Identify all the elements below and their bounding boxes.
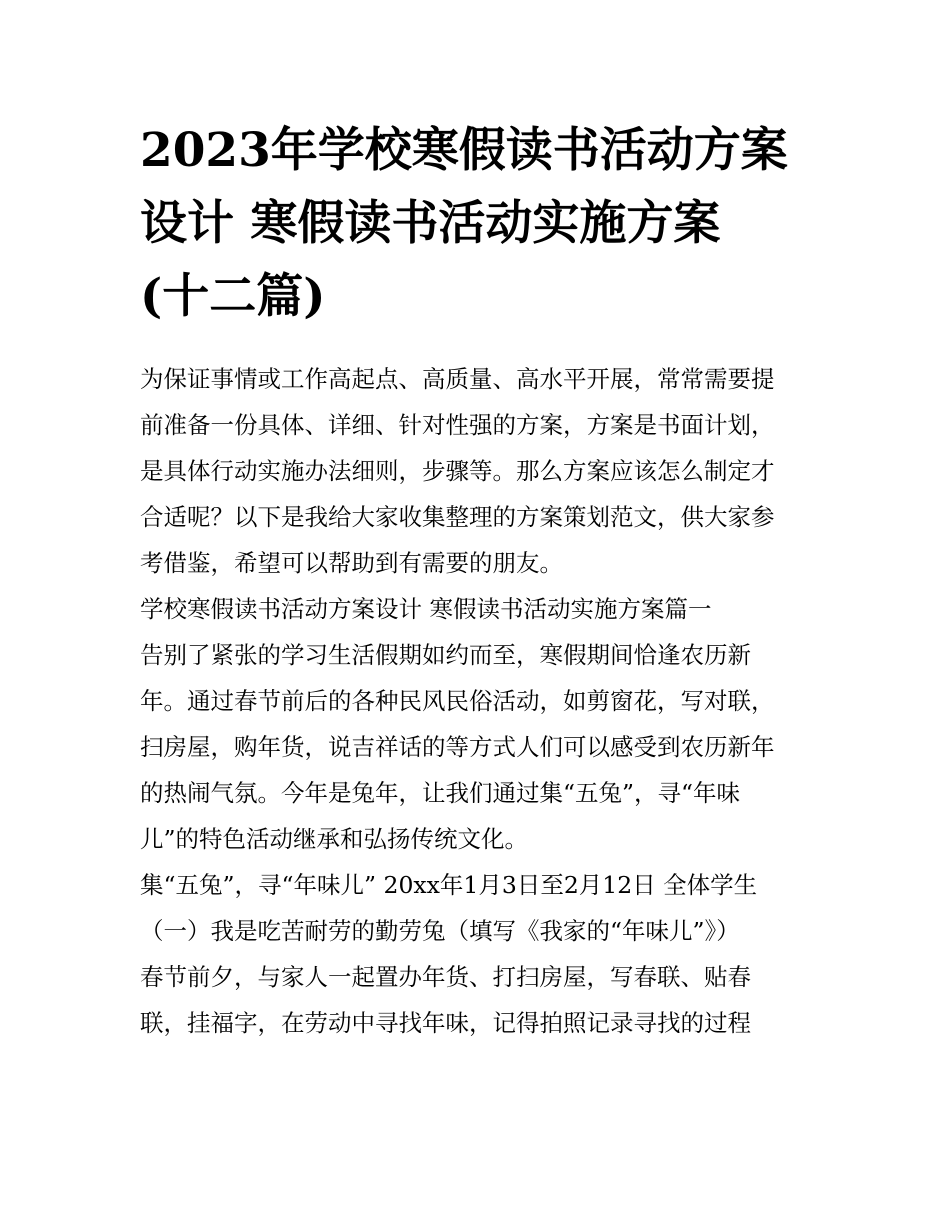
body-line: 的热闹气氛。今年是兔年，让我们通过集“五兔”，寻“年味 xyxy=(140,779,741,807)
title-line: 设计 寒假读书活动实施方案 xyxy=(140,196,721,251)
body-line: 儿”的特色活动继承和弘扬传统文化。 xyxy=(140,825,529,853)
title-line: 2023年学校寒假读书活动方案 xyxy=(140,123,788,178)
body-line: 考借鉴，希望可以帮助到有需要的朋友。 xyxy=(140,549,563,577)
body-line: 合适呢？以下是我给大家收集整理的方案策划范文，供大家参 xyxy=(140,503,775,531)
body-line: 告别了紧张的学习生活假期如约而至，寒假期间恰逢农历新 xyxy=(140,641,751,669)
body-line: 年。通过春节前后的各种民风民俗活动，如剪窗花，写对联， xyxy=(140,687,775,715)
body-line: 扫房屋，购年货，说吉祥话的等方式人们可以感受到农历新年 xyxy=(140,733,775,761)
activity-info-line: 集“五兔”，寻“年味儿” 20xx年1月3日至2月12日 全体学生 xyxy=(140,871,758,899)
body-line: 前准备一份具体、详细、针对性强的方案，方案是书面计划， xyxy=(140,411,775,439)
body-line: 为保证事情或工作高起点、高质量、高水平开展，常常需要提 xyxy=(140,365,775,393)
section-heading: 学校寒假读书活动方案设计 寒假读书活动实施方案篇一 xyxy=(140,595,712,623)
body-line: 是具体行动实施办法细则，步骤等。那么方案应该怎么制定才 xyxy=(140,457,775,485)
body-line: 联，挂福字，在劳动中寻找年味，记得拍照记录寻找的过程 xyxy=(140,1009,751,1037)
body-line: 春节前夕，与家人一起置办年货、打扫房屋，写春联、贴春 xyxy=(140,963,751,991)
document-title xyxy=(140,114,840,333)
title-line: (十二篇) xyxy=(140,269,326,324)
subsection-heading: （一）我是吃苦耐劳的勤劳兔（填写《我家的“年味儿”》） xyxy=(140,917,740,945)
document-body xyxy=(140,356,830,1046)
